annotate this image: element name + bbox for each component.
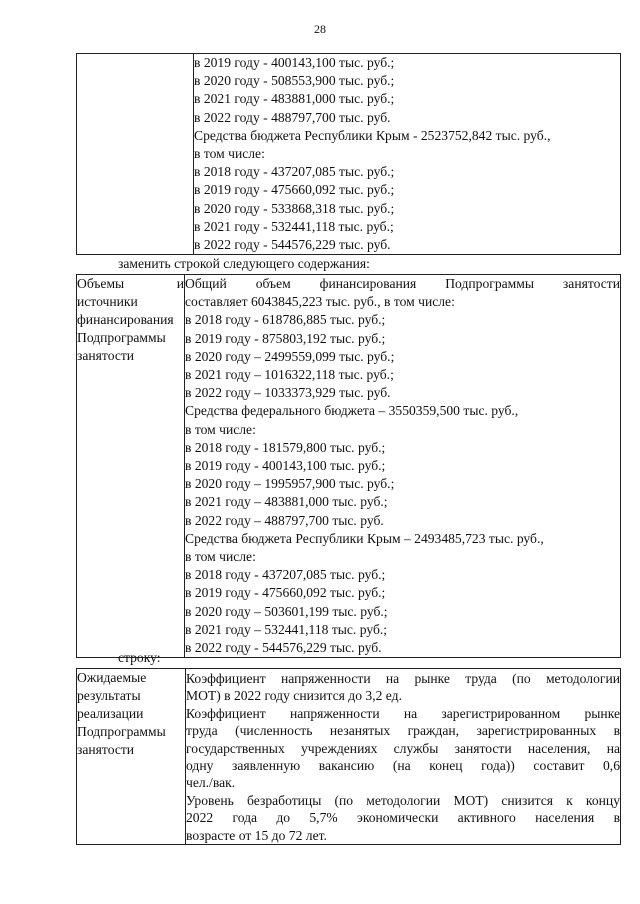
funding-line: в 2018 году - 437207,085 тыс. руб.; [194, 164, 395, 180]
word: занятости [562, 276, 620, 291]
paragraph-line: труда (численность незанятых граждан, зарегистрированных в [186, 723, 620, 739]
row-caption: строку: [118, 650, 161, 665]
funding-line: в 2021 году – 1016322,118 тыс. руб.; [185, 367, 394, 383]
funding-source-line: Средства бюджета Республики Крым – 2493485,723 тыс. руб., [185, 530, 544, 546]
paragraph-line: МОТ) в 2022 году снизится до 3,2 ед. [186, 688, 402, 704]
funding-line: в 2022 году - 544576,229 тыс. руб. [185, 640, 382, 656]
label-line: Подпрограммы [77, 724, 166, 739]
result-paragraph [186, 705, 620, 792]
funding-source-line: Средства бюджета Республики Крым - 2523752,842 тыс. руб., [194, 127, 551, 143]
label-line: финансирования [77, 312, 174, 327]
table-funding-new [76, 274, 621, 658]
funding-line: в 2020 году – 503601,199 тыс. руб.; [185, 603, 388, 619]
paragraph-line: возрасте от 15 до 72 лет. [186, 827, 327, 843]
funding-line: в 2022 году – 488797,700 тыс. руб. [185, 512, 384, 528]
label-word: Объемы [77, 276, 125, 291]
funding-line: в 2022 году - 488797,700 тыс. руб. [194, 109, 391, 125]
funding-line: в 2018 году - 618786,885 тыс. руб.; [185, 312, 386, 328]
table-label-cell [77, 669, 186, 845]
funding-source-line: Средства федерального бюджета – 3550359,500 тыс. руб., [185, 403, 519, 419]
funding-line: в 2022 году – 1033373,929 тыс. руб. [185, 385, 391, 401]
funding-line: в 2019 году - 875803,192 тыс. руб.; [185, 330, 386, 346]
funding-line: в 2020 году – 1995957,900 тыс. руб.; [185, 476, 395, 492]
paragraph-line: Коэффициент напряженности на зарегистрированном рынке [186, 705, 620, 721]
total-funding-first-line [185, 275, 620, 293]
table-content-cell [186, 669, 621, 845]
label-line: Подпрограммы [77, 330, 166, 345]
funding-line: в 2021 году - 483881,000 тыс. руб.; [194, 91, 395, 107]
label-word: и [176, 276, 184, 291]
word: финансирования [319, 276, 417, 291]
funding-line: в 2019 году - 400143,100 тыс. руб.; [185, 458, 386, 474]
funding-line: в том числе: [194, 146, 265, 162]
table-funding-previous-continuation [76, 53, 621, 255]
replace-caption: заменить строкой следующего содержания: [118, 256, 370, 271]
label-first-line [77, 275, 184, 293]
funding-line: составляет 6043845,223 тыс. руб., в том числе: [185, 294, 455, 310]
result-paragraph [186, 670, 620, 705]
paragraph-line: одну заявленную вакансию (на конец года)) составит 0,6 [186, 758, 620, 774]
funding-line: в 2020 году – 2499559,099 тыс. руб.; [185, 348, 395, 364]
funding-line: в 2020 году - 508553,900 тыс. руб.; [194, 73, 395, 89]
funding-line: в том числе: [185, 421, 256, 437]
funding-line: в том числе: [185, 549, 256, 565]
funding-line: в 2019 году - 400143,100 тыс. руб.; [194, 55, 395, 70]
table-content-cell [185, 275, 621, 658]
funding-line: в 2020 году - 533868,318 тыс. руб.; [194, 200, 395, 216]
funding-line: в 2022 году - 544576,229 тыс. руб. [194, 237, 391, 253]
table-label-cell-empty [77, 54, 194, 255]
label-line: занятости [77, 742, 135, 757]
paragraph-line: Коэффициент напряженности на рынке труда (по методологии [186, 671, 620, 686]
table-label-cell [77, 275, 185, 658]
funding-line: в 2019 году - 475660,092 тыс. руб.; [185, 585, 386, 601]
table-expected-results [76, 668, 621, 845]
table-content-cell [194, 54, 621, 255]
funding-line: в 2018 году - 181579,800 тыс. руб.; [185, 439, 386, 455]
funding-line: в 2021 году – 483881,000 тыс. руб.; [185, 494, 388, 510]
label-line: результаты [77, 688, 141, 703]
paragraph-line: 2022 года до 5,7% экономически активного населения в [186, 810, 620, 826]
funding-line: в 2021 году - 532441,118 тыс. руб.; [194, 218, 394, 234]
page-number: 28 [314, 22, 326, 36]
funding-line: в 2021 году – 532441,118 тыс. руб.; [185, 621, 388, 637]
word: объем [255, 276, 291, 291]
label-line: реализации [77, 706, 144, 721]
paragraph-line: государственных учреждениях службы занятости населения, на [186, 740, 620, 756]
funding-line: в 2018 году - 437207,085 тыс. руб.; [185, 567, 386, 583]
label-line: Ожидаемые [77, 670, 147, 685]
paragraph-line: Уровень безработицы (по методологии МОТ) снизится к концу [186, 792, 620, 808]
word: Общий [185, 276, 227, 291]
label-line: источники [77, 294, 138, 309]
word: Подпрограммы [445, 276, 534, 291]
funding-line: в 2019 году - 475660,092 тыс. руб.; [194, 182, 395, 198]
label-line: занятости [77, 348, 135, 363]
paragraph-line: чел./вак. [186, 775, 236, 791]
result-paragraph [186, 792, 620, 844]
